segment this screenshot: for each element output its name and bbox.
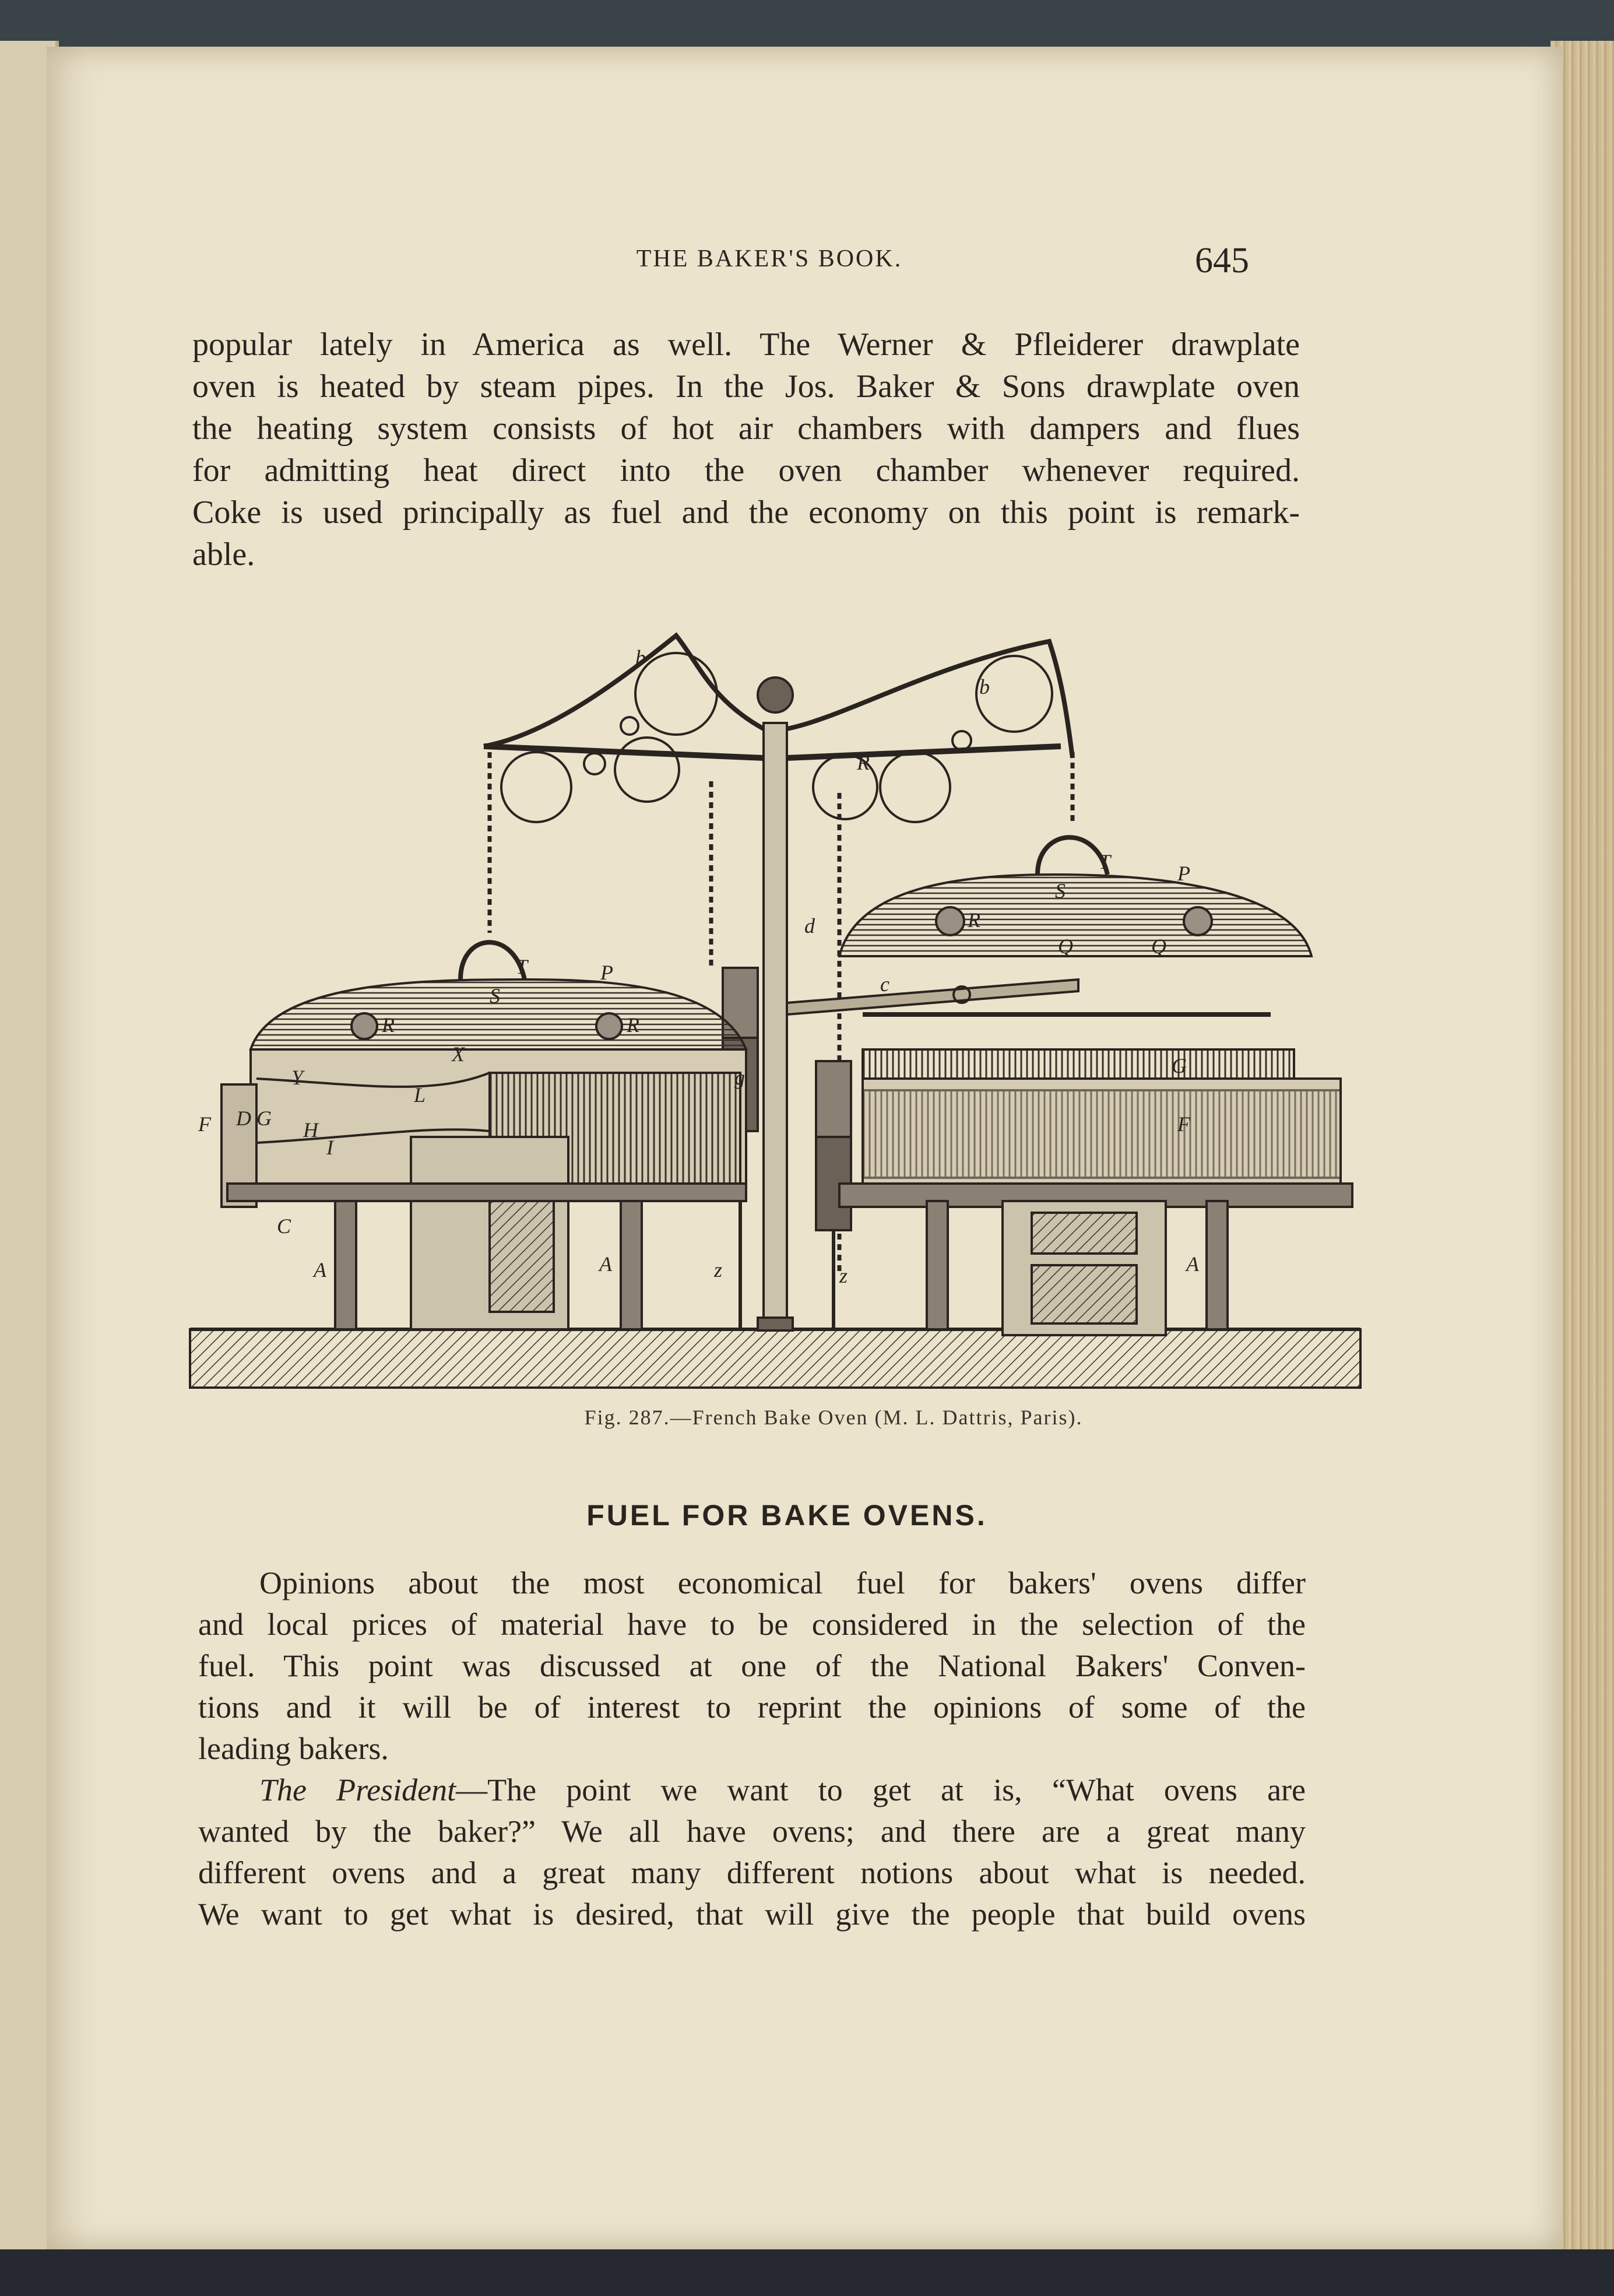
text-line: different ovens and a great many different notions about what is needed.	[198, 1855, 1306, 1890]
label-R: R	[382, 1013, 395, 1037]
text-line: tions and it will be of interest to reprint the opinions of some of the	[198, 1690, 1306, 1725]
text-line: the heating system consists of hot air chambers with dampers and flues	[192, 410, 1300, 447]
label-R: R	[627, 1013, 639, 1037]
label-Q: Q	[1151, 935, 1166, 958]
text-line: oven is heated by steam pipes. In the Jos. Baker & Sons drawplate oven	[192, 368, 1300, 405]
label-L: L	[414, 1083, 426, 1107]
label-Y: Y	[291, 1066, 304, 1089]
label-A: A	[314, 1258, 326, 1282]
text-line: able.	[192, 536, 255, 573]
text-line: and local prices of material have to be considered in the selection of the	[198, 1607, 1306, 1642]
text-line: popular lately in America as well. The Werner & Pfleiderer drawplate	[192, 327, 1300, 363]
text-line: leading bakers.	[198, 1731, 389, 1766]
label-F: F	[1177, 1112, 1190, 1136]
speech-text: —The point we want to get at is, “What ovens are	[456, 1772, 1306, 1807]
label-H: H	[303, 1118, 318, 1142]
label-T: T	[1099, 850, 1111, 873]
text-line	[198, 1770, 1306, 1811]
text-line: Coke is used principally as fuel and the economy on this point is remark-	[192, 494, 1300, 531]
speaker-name: The President	[259, 1772, 456, 1807]
section-heading: FUEL FOR BAKE OVENS.	[586, 1499, 987, 1532]
label-b: b	[635, 646, 646, 669]
oven-illustration	[187, 630, 1364, 1399]
label-A: A	[1186, 1252, 1199, 1276]
column-finial	[758, 677, 793, 712]
text-line: for admitting heat direct into the oven chamber whenever required.	[192, 452, 1300, 489]
label-P: P	[600, 961, 613, 984]
label-I: I	[326, 1136, 333, 1159]
label-g: g	[734, 1066, 745, 1089]
label-D: D	[236, 1107, 251, 1130]
book-cover-top	[0, 0, 1614, 52]
central-column	[764, 723, 787, 1329]
label-G: G	[1172, 1054, 1187, 1077]
label-d: d	[804, 914, 815, 938]
label-c: c	[880, 973, 889, 996]
label-A: A	[599, 1252, 612, 1276]
page-number: 645	[1195, 241, 1249, 280]
intro-paragraph	[192, 324, 1300, 574]
label-G: G	[256, 1107, 272, 1130]
label-b: b	[979, 675, 990, 698]
label-P: P	[1177, 862, 1190, 885]
floor-hatching	[190, 1329, 1360, 1388]
label-F: F	[198, 1112, 211, 1136]
label-z: z	[714, 1258, 723, 1282]
figure-caption: Fig. 287.—French Bake Oven (M. L. Dattris, Paris).	[584, 1406, 1083, 1429]
french-bake-oven-engraving	[187, 630, 1364, 1399]
label-Q: Q	[1058, 935, 1073, 958]
section-body	[198, 1563, 1306, 1936]
label-R: R	[857, 751, 870, 774]
text-line: wanted by the baker?” We all have ovens; and there are a great many	[198, 1814, 1306, 1849]
text-line: We want to get what is desired, that will give the people that build ovens	[198, 1897, 1306, 1932]
label-T: T	[516, 955, 528, 978]
label-C: C	[277, 1214, 291, 1238]
label-X: X	[452, 1042, 465, 1066]
book-cover-bottom	[0, 2249, 1614, 2296]
text-line: Opinions about the most economical fuel for bakers' ovens differ	[259, 1565, 1306, 1600]
label-S: S	[490, 984, 500, 1007]
label-S: S	[1055, 879, 1066, 903]
label-R: R	[968, 908, 980, 932]
running-title: THE BAKER'S BOOK.	[636, 245, 903, 272]
text-line: fuel. This point was discussed at one of the National Bakers' Conven-	[198, 1648, 1306, 1683]
label-z: z	[839, 1264, 848, 1287]
